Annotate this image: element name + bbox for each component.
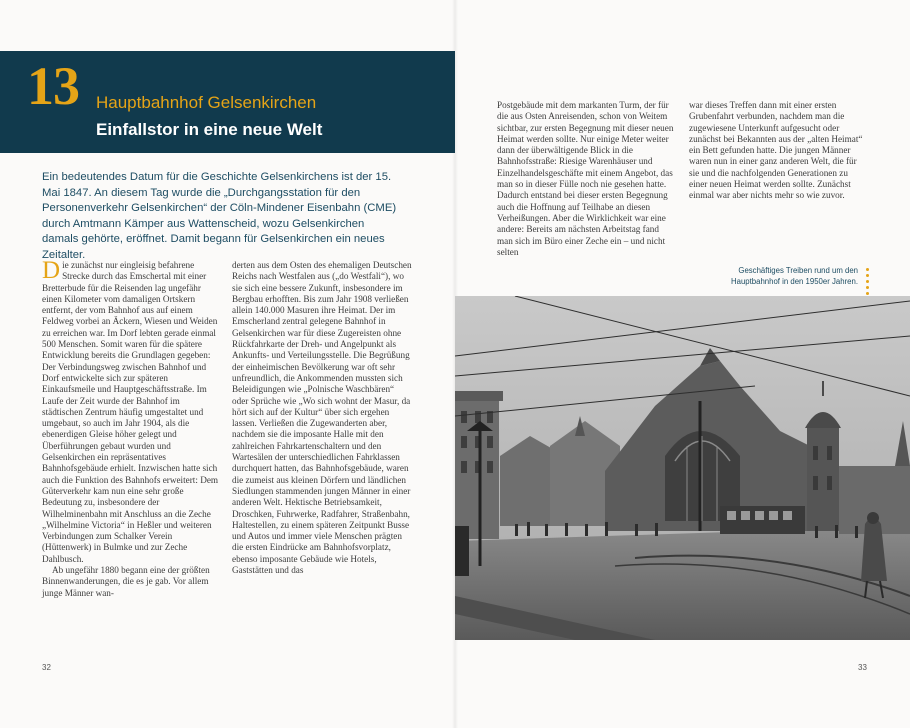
text-column-3 [497,100,675,258]
chapter-number: 13 [27,56,79,116]
drop-cap: D [42,257,61,284]
intro-paragraph: Ein bedeutendes Datum für die Geschichte Gelsenkirchens ist der 15. Mai 1847. An diesem Tag wurde die „Durchgangsstation für den Personenverkehr Gelsenkirchen“ der Cöln-Mindener Eisenbahn (CME) durch Amtmann Kämper aus Wattenscheid, wozu Gelsenkirchen damals gehörte, eröffnet. Damit begann für Gelsenkirchen ein neues Zeitalter. [42,171,397,261]
chapter-subtitle: Einfallstor in eine neue Welt [96,120,323,139]
page-number-left: 32 [42,663,51,672]
column-2-paragraph-1: derten aus dem Osten des ehemaligen Deutschen Reichs nach Westfalen aus („do Westfali“), wo sie sich eine bessere Zukunft, insbesondere im Bergbau erhofften. Bis zum Jahr 1908 verließen allein 140.000 Masuren ihre Heimat. Der im Emscherland zentral gelegene Bahnhof in Gelsenkirchen war für diese Zugereisten ohne Rückfahrkarte der Dreh- und Angelpunkt als Ankunfts- und Verteilungsstelle. Die Begrüßung der einheimischen Bevölkerung war oft sehr unfreundlich, die Ankommenden mussten sich Beleidigungen wie „Polnische Waschbären“ oder Sprüche wie „Wo sich wohnt der Masur, da hört sich auf der Kultur“ über sich ergehen lassen. Verließen die Zugewanderten aber, nachdem sie die imposante Halle mit den zahlreichen Fahrkartenschaltern und den Wartesälen der unterschiedlichen Fahrklassen durchquert hatten, das Bahnhofsgebäude, waren die zumeist aus kleinen Dörfern und ländlichen Siedlungen stammenden jungen Männer in einer anderen Welt. Hektische Betriebsamkeit, Droschken, Fuhrwerke, Radfahrer, Straßenbahn, Haltestellen, zu einem späteren Zeitpunkt Busse und Autos und immer viele Menschen prägten die ersten Eindrücke am Bahnhofsvorplatz, ebenso imposante Gebäude wie Hotels, Gaststätten und das [232,260,412,576]
chapter-header [0,51,455,153]
text-column-4 [689,100,867,202]
text-column-2 [232,260,412,576]
photo-caption: Geschäftiges Treiben rund um den Hauptbahnhof in den 1950er Jahren. [730,266,858,286]
page-number-right: 33 [858,663,867,672]
dotted-line-caption [866,268,869,298]
column-1-paragraph-2: Ab ungefähr 1880 begann eine der größten Binnenwanderungen, die es je gab. Vor allem junge Männer wan- [42,565,210,598]
column-4-paragraph-1: war dieses Treffen dann mit einer ersten Grubenfahrt verbunden, nachdem man die zugewiesene Unterkunft aufgesucht oder zunächst bei Bekannten aus der „alten Heimat“ ein Bett gefunden hatte. Die jungen Männer waren nun in einer ganz anderen Welt, die für sie und die nachfolgenden Generationen zu einer neuen Heimat werden sollte. Zunächst einmal war aber nichts mehr so wie zuvor. [689,100,863,201]
column-1-paragraph-1: ie zunächst nur eingleisig befahrene Strecke durch das Emschertal mit einer Bretterbude für die Reisenden lag ungefähr einen Kilometer vom damaligen Ortskern entfernt, der vom Bahnhof aus auf einem Feldweg vorbei an Äckern, Wiesen und Weiden zu erreichen war. Im Dorf lebten gerade einmal 500 Menschen. Somit waren für die spätere Entwicklung bereits die Grundlagen gegeben: Der Verbindungsweg zwischen Bahnhof und Dorf entwickelte sich zur späteren Einkaufsmeile und Hauptgeschäftsstraße. Im Laufe der Zeit wurde der Bahnhof im städtischen Zentrum häufig umgestaltet und umgebaut, so auch im Jahr 1904, als die ebenerdigen Gleise höher gelegt und Überführungen gebaut wurden und Gelsenkirchen ein repräsentatives Bahnhofsgebäude erhielt. Inzwischen hatte sich auch die Funktion des Bahnhofs erweitert: Dem Güterverkehr kam nun eine sehr große Bedeutung zu, insbesondere der Wilhelminenbahn mit Anschluss an die Zeche „Wilhelmine Victoria“ in Heßler und weiteren Verbindungen zum Schalker Verein (Hüttenwerk) in Bulmke und zur Zeche Dahlbusch. [42,260,219,564]
chapter-title: Hauptbahnhof Gelsenkirchen [96,93,317,112]
text-column-1 [42,257,220,599]
historical-station-photo [455,296,910,640]
column-3-paragraph-1: Postgebäude mit dem markanten Turm, der für die aus Osten Anreisenden, schon von Weitem sichtbar, zur ersten Begegnung mit dieser neuen Heimat werden sollte. Nur einige Meter weiter dann der überwältigende Blick in die Bahnhofsstraße: Riesige Warenhäuser und Einzelhandelsgeschäfte mit einem Angebot, das man so in dieser Fülle noch nie gesehen hatte. Dadurch entstand bei dieser ersten Begegnung auch die Hoffnung auf Teilhabe an diesen Verheißungen. Aber die Wirklichkeit war eine andere: Bereits am nächsten Arbeitstag fand man sich im Büro einer Zeche ein – und nicht selten [497,100,674,257]
